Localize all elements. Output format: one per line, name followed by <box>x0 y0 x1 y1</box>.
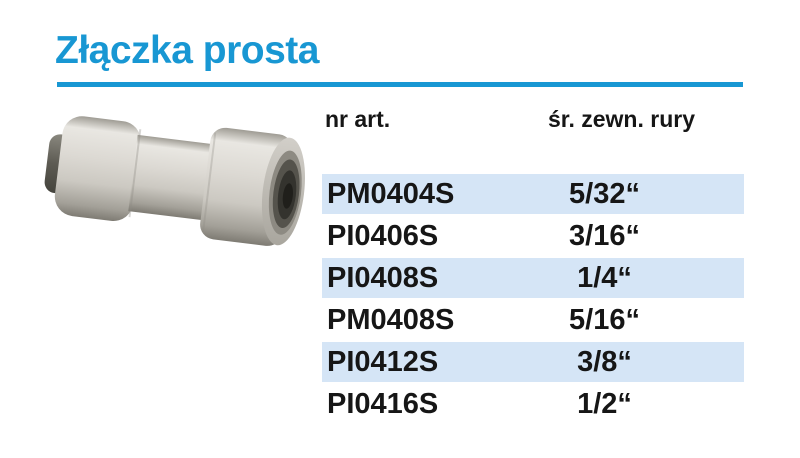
table-row <box>322 173 744 215</box>
tube-od: 3/8“ <box>577 345 632 378</box>
tube-od: 1/2“ <box>577 387 632 420</box>
column-header-part-number: nr art. <box>325 106 391 132</box>
title-underline <box>57 82 743 87</box>
table-row <box>322 215 744 257</box>
part-number: PI0416S <box>327 387 439 420</box>
part-number: PI0406S <box>327 219 439 252</box>
size-table <box>322 106 744 425</box>
tube-od: 1/4“ <box>577 261 632 294</box>
table-row <box>322 341 744 383</box>
column-header-tube-od: śr. zewn. rury <box>548 106 696 132</box>
table-row <box>322 383 744 425</box>
part-number: PM0404S <box>327 177 455 210</box>
straight-connector-image <box>46 104 302 252</box>
product-photo <box>46 104 302 252</box>
part-number: PI0408S <box>327 261 439 294</box>
table-row <box>322 299 744 341</box>
tube-od: 3/16“ <box>569 219 640 252</box>
part-number: PM0408S <box>327 303 455 336</box>
page-title: Złączka prosta <box>55 29 319 72</box>
table-header-row <box>322 106 744 134</box>
part-number: PI0412S <box>327 345 439 378</box>
tube-od: 5/32“ <box>569 177 640 210</box>
tube-od: 5/16“ <box>569 303 640 336</box>
table-row <box>322 257 744 299</box>
table-body <box>322 173 744 425</box>
